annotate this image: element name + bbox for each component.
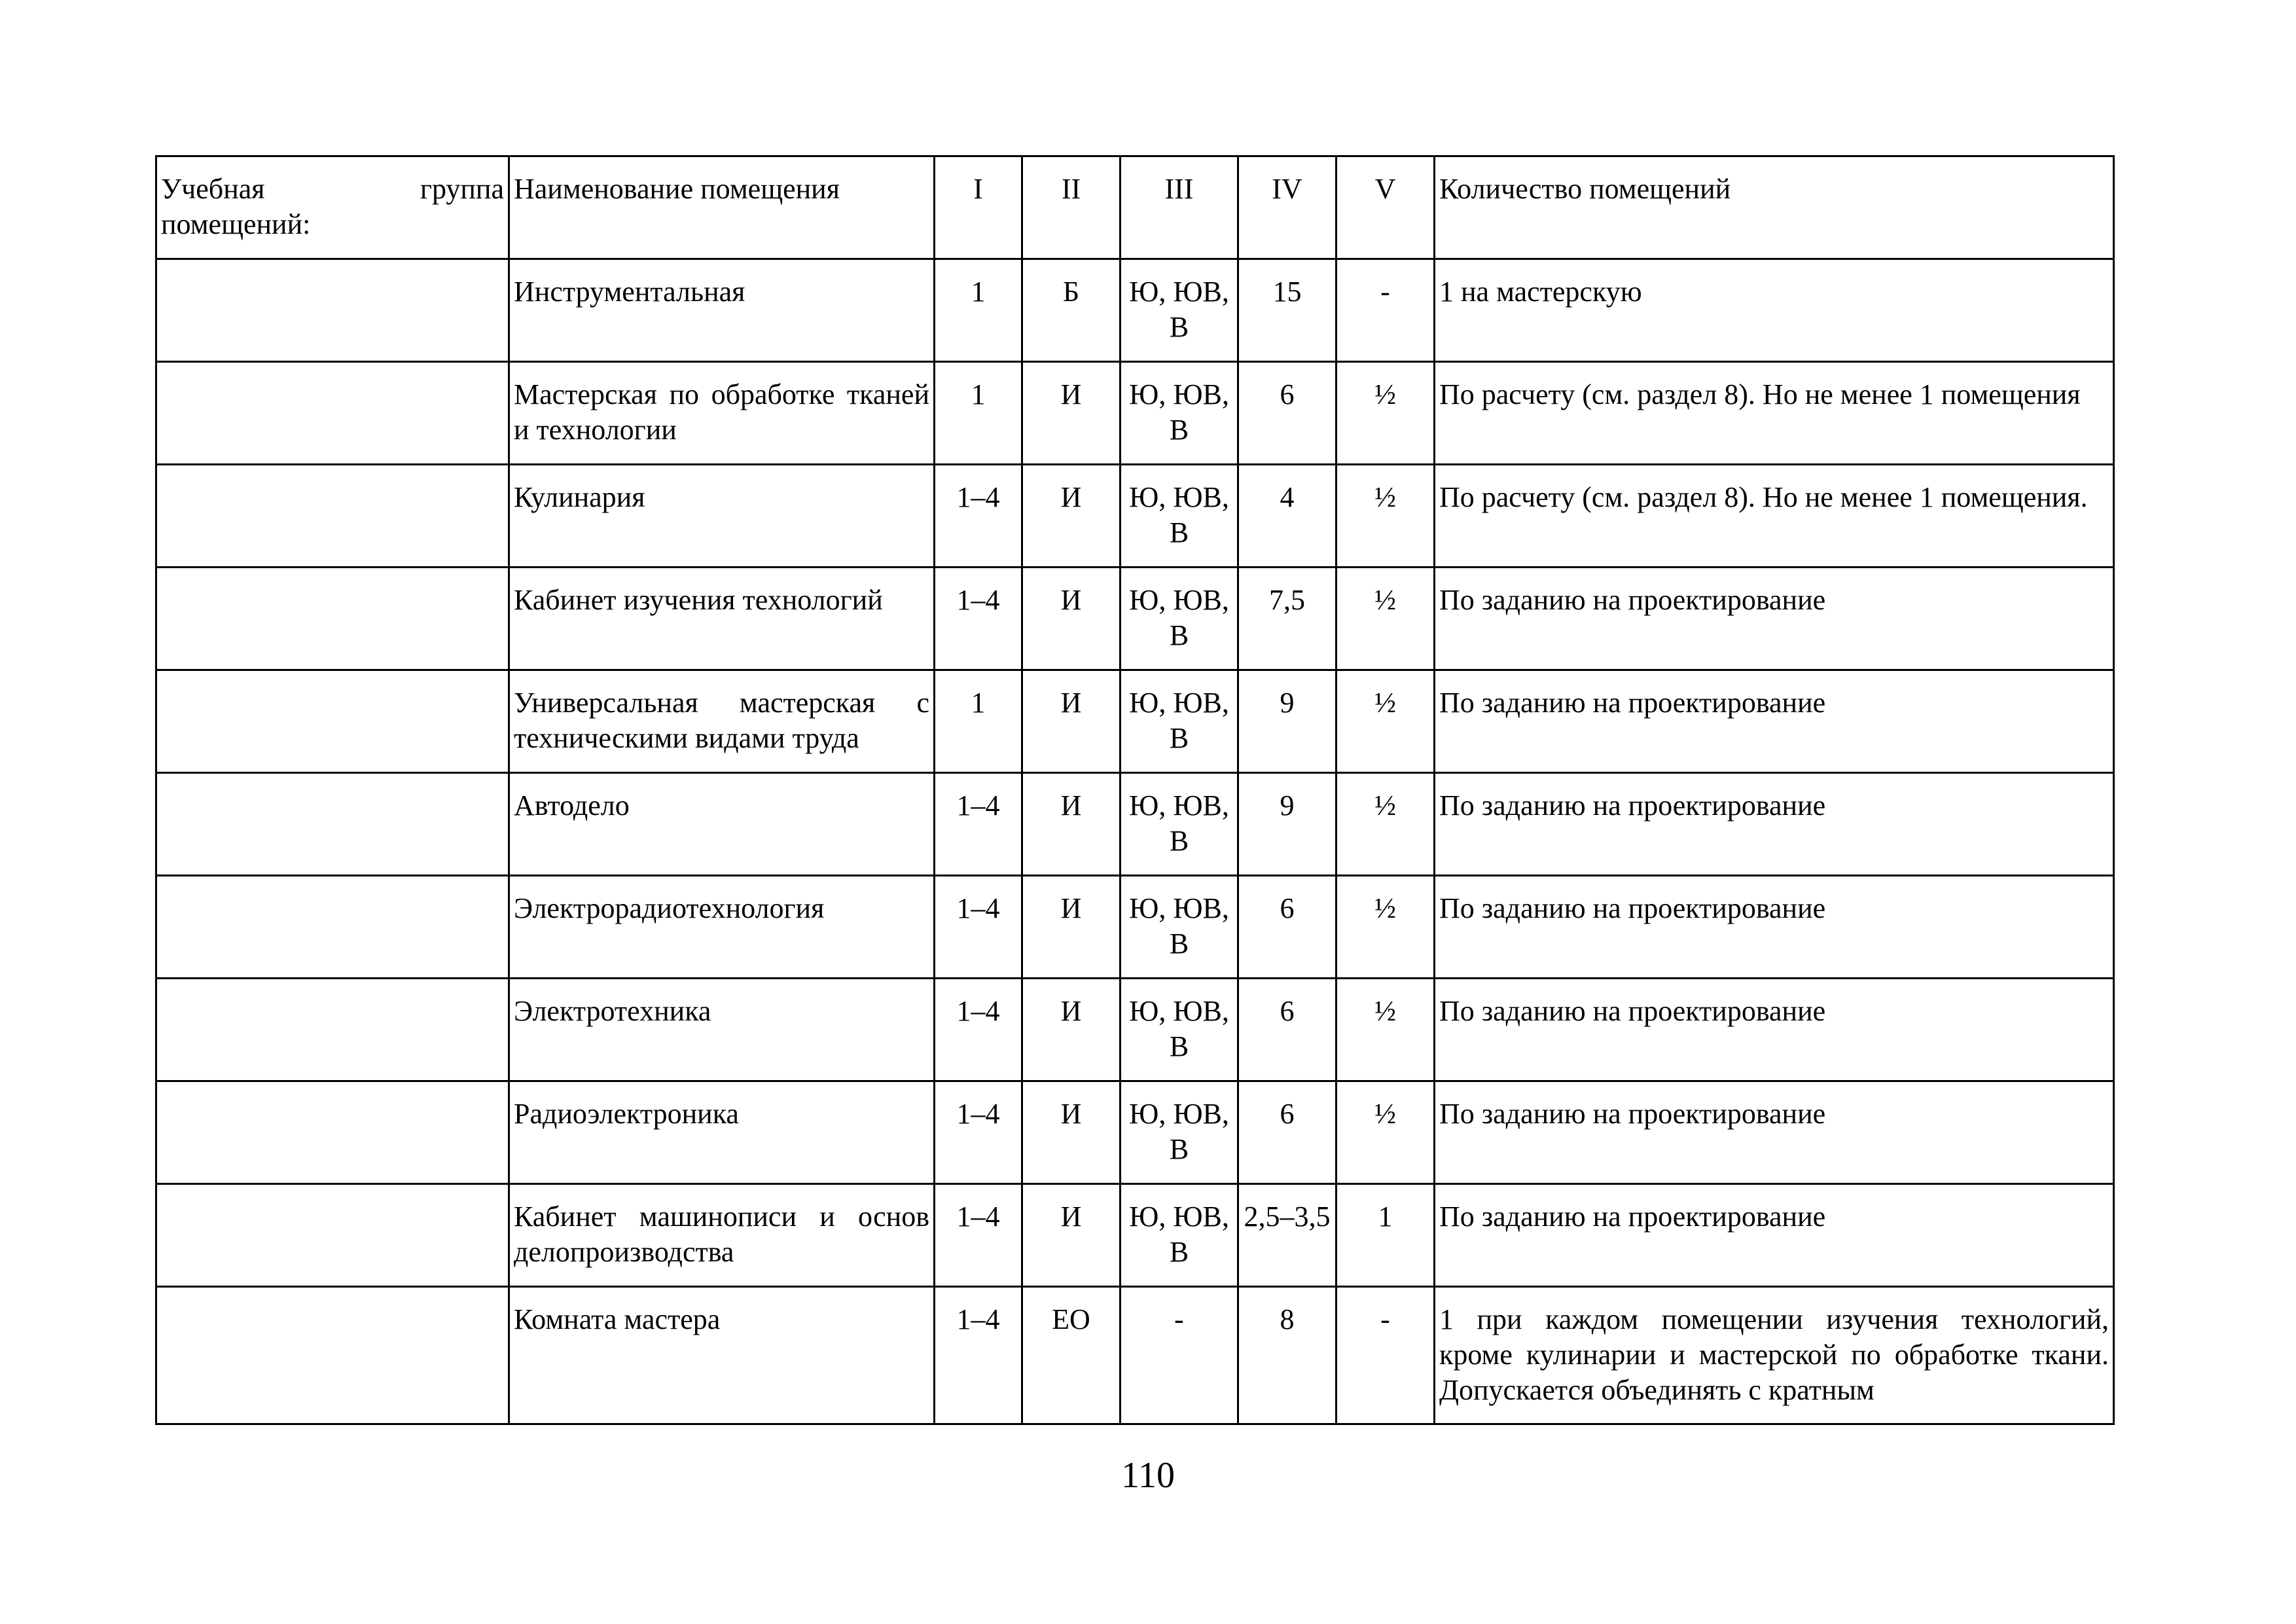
group-cell (156, 259, 509, 362)
col-2-cell: И (1022, 979, 1121, 1081)
room-name-cell: Кабинет изучения технологий (509, 568, 935, 670)
header-name-cell: Наименование помещения (509, 156, 935, 259)
room-name-cell: Электротехника (509, 979, 935, 1081)
quantity-cell: По расчету (см. раздел 8). Но не менее 1 помещения (1435, 362, 2114, 465)
header-group-word-2: группа (420, 173, 504, 205)
col-2-cell: ЕО (1022, 1287, 1121, 1424)
header-group-cell (156, 156, 509, 259)
col-1-cell: 1–4 (935, 773, 1022, 876)
col-5-cell: 1 (1336, 1184, 1435, 1287)
col-2-cell: И (1022, 876, 1121, 979)
col-3-cell: - (1121, 1287, 1238, 1424)
header-group-word-1: Учебная (161, 173, 265, 205)
col-4-cell: 6 (1238, 362, 1336, 465)
col-2-cell: И (1022, 465, 1121, 568)
table-row (156, 259, 2114, 362)
table-row (156, 568, 2114, 670)
group-cell (156, 362, 509, 465)
col-2-cell: И (1022, 568, 1121, 670)
header-group-word-3: помещений: (161, 208, 311, 240)
group-cell (156, 979, 509, 1081)
room-name-cell: Автодело (509, 773, 935, 876)
quantity-cell: По заданию на проектирование (1435, 568, 2114, 670)
room-name-cell: Радиоэлектроника (509, 1081, 935, 1184)
header-col-3: III (1121, 156, 1238, 259)
group-cell (156, 568, 509, 670)
quantity-cell: По заданию на проектирование (1435, 1184, 2114, 1287)
quantity-cell: По заданию на проектирование (1435, 979, 2114, 1081)
col-3-cell: Ю, ЮВ, В (1121, 876, 1238, 979)
col-1-cell: 1 (935, 362, 1022, 465)
table-row (156, 773, 2114, 876)
col-1-cell: 1–4 (935, 876, 1022, 979)
group-cell (156, 1287, 509, 1424)
room-name-cell: Универсальная мастерская с техническими видами труда (509, 670, 935, 773)
col-4-cell: 8 (1238, 1287, 1336, 1424)
col-3-cell: Ю, ЮВ, В (1121, 1184, 1238, 1287)
col-5-cell: ½ (1336, 1081, 1435, 1184)
quantity-cell: По заданию на проектирование (1435, 876, 2114, 979)
col-3-cell: Ю, ЮВ, В (1121, 568, 1238, 670)
col-4-cell: 2,5–3,5 (1238, 1184, 1336, 1287)
col-1-cell: 1–4 (935, 979, 1022, 1081)
col-4-cell: 4 (1238, 465, 1336, 568)
col-1-cell: 1–4 (935, 1081, 1022, 1184)
col-2-cell: И (1022, 773, 1121, 876)
col-1-cell: 1 (935, 259, 1022, 362)
room-name-cell: Комната мастера (509, 1287, 935, 1424)
header-col-1: I (935, 156, 1022, 259)
col-1-cell: 1–4 (935, 568, 1022, 670)
col-5-cell: ½ (1336, 876, 1435, 979)
col-5-cell: ½ (1336, 670, 1435, 773)
group-cell (156, 773, 509, 876)
premises-table (155, 155, 2115, 1425)
col-5-cell: - (1336, 259, 1435, 362)
quantity-cell: По заданию на проектирование (1435, 1081, 2114, 1184)
group-cell (156, 465, 509, 568)
col-5-cell: ½ (1336, 362, 1435, 465)
table-row (156, 1287, 2114, 1424)
col-3-cell: Ю, ЮВ, В (1121, 259, 1238, 362)
col-1-cell: 1–4 (935, 1184, 1022, 1287)
col-2-cell: И (1022, 670, 1121, 773)
col-2-cell: И (1022, 362, 1121, 465)
group-cell (156, 1184, 509, 1287)
col-5-cell: - (1336, 1287, 1435, 1424)
quantity-cell: 1 на мастерскую (1435, 259, 2114, 362)
table-row (156, 465, 2114, 568)
group-cell (156, 670, 509, 773)
col-3-cell: Ю, ЮВ, В (1121, 362, 1238, 465)
page-number: 110 (1121, 1455, 1175, 1496)
col-3-cell: Ю, ЮВ, В (1121, 773, 1238, 876)
table-row (156, 1081, 2114, 1184)
room-name-cell: Кабинет машинописи и основ делопроизводства (509, 1184, 935, 1287)
table-row (156, 1184, 2114, 1287)
col-4-cell: 6 (1238, 1081, 1336, 1184)
col-5-cell: ½ (1336, 979, 1435, 1081)
col-3-cell: Ю, ЮВ, В (1121, 979, 1238, 1081)
col-4-cell: 9 (1238, 773, 1336, 876)
col-3-cell: Ю, ЮВ, В (1121, 670, 1238, 773)
table-header-row (156, 156, 2114, 259)
room-name-cell: Мастерская по обработке тканей и технологии (509, 362, 935, 465)
col-1-cell: 1 (935, 670, 1022, 773)
col-5-cell: ½ (1336, 568, 1435, 670)
col-2-cell: И (1022, 1081, 1121, 1184)
col-4-cell: 7,5 (1238, 568, 1336, 670)
table-body (156, 259, 2114, 1424)
col-5-cell: ½ (1336, 773, 1435, 876)
group-cell (156, 1081, 509, 1184)
quantity-cell: 1 при каждом помещении изучения технологий, кроме кулинарии и мастерской по обработке ткани. Допускается объединять с кратным (1435, 1287, 2114, 1424)
room-name-cell: Кулинария (509, 465, 935, 568)
header-col-2: II (1022, 156, 1121, 259)
quantity-cell: По расчету (см. раздел 8). Но не менее 1 помещения. (1435, 465, 2114, 568)
quantity-cell: По заданию на проектирование (1435, 773, 2114, 876)
table-row (156, 876, 2114, 979)
col-2-cell: И (1022, 1184, 1121, 1287)
col-1-cell: 1–4 (935, 1287, 1022, 1424)
room-name-cell: Инструментальная (509, 259, 935, 362)
col-3-cell: Ю, ЮВ, В (1121, 1081, 1238, 1184)
col-4-cell: 9 (1238, 670, 1336, 773)
col-3-cell: Ю, ЮВ, В (1121, 465, 1238, 568)
col-1-cell: 1–4 (935, 465, 1022, 568)
table-row (156, 362, 2114, 465)
group-cell (156, 876, 509, 979)
header-quantity-cell: Количество помещений (1435, 156, 2114, 259)
quantity-cell: По заданию на проектирование (1435, 670, 2114, 773)
col-5-cell: ½ (1336, 465, 1435, 568)
col-4-cell: 6 (1238, 979, 1336, 1081)
table-row (156, 979, 2114, 1081)
header-col-5: V (1336, 156, 1435, 259)
header-col-4: IV (1238, 156, 1336, 259)
room-name-cell: Электрорадиотехнология (509, 876, 935, 979)
col-2-cell: Б (1022, 259, 1121, 362)
col-4-cell: 6 (1238, 876, 1336, 979)
col-4-cell: 15 (1238, 259, 1336, 362)
table-row (156, 670, 2114, 773)
